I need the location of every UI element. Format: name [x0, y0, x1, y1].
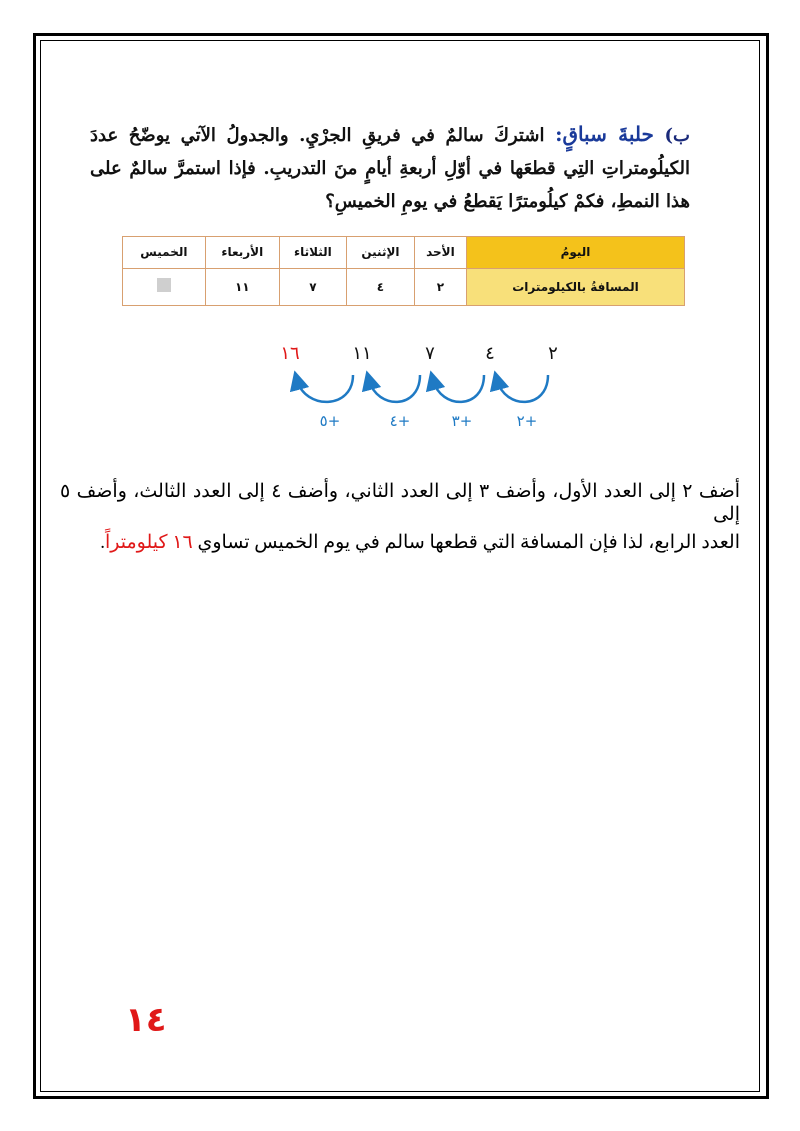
question-label: ب) [664, 125, 690, 146]
answer-period: . [100, 532, 105, 553]
distance-cell: ٤ [347, 268, 415, 305]
day-cell: الأحد [414, 237, 466, 269]
day-cell: الثلاثاء [279, 237, 346, 269]
distance-cell: ١١ [205, 268, 279, 305]
increment-label: ٥+ [319, 412, 341, 430]
arrow-icon [433, 375, 484, 402]
distance-cell: ٢ [414, 268, 466, 305]
arrow-arcs [0, 0, 800, 450]
arrow-icon [497, 375, 548, 402]
answer-line-1: أضف ٢ إلى العدد الأول، وأضف ٣ إلى العدد الثاني، وأضف ٤ إلى العدد الثالث، وأضف ٥ إلى [60, 481, 740, 525]
header-distance: المسافةُ بالكيلومترات [467, 268, 685, 305]
question-text: اشتركَ سالمٌ في فريقِ الجرْيِ. والجدولُ الآتي يوضّحُ عددَ الكيلُومتراتِ التِي قطعَها في أوّلِ أربعةِ أيامٍ منَ التدريبِ. فإذا استمرَّ سالمٌ على هذا النمطِ، فكمْ كيلُومترًا يَقطعُ في يومِ الخميسِ؟ [90, 125, 690, 212]
day-cell: الإثنين [347, 237, 415, 269]
day-cell: الأربعاء [205, 237, 279, 269]
answer-highlight: ١٦ كيلومتراً [105, 532, 193, 553]
pattern-number: ٢ [548, 343, 558, 364]
arrow-icon [297, 375, 353, 402]
pattern-number-answer: ١٦ [280, 343, 300, 364]
pattern-number: ١١ [352, 343, 372, 364]
increment-label: ٢+ [516, 412, 538, 430]
answer-line-2 [60, 531, 740, 554]
question-title: حلبةَ سباقٍ: [555, 122, 654, 146]
pattern-number: ٧ [425, 343, 435, 364]
day-cell: الخميس [123, 237, 206, 269]
increment-label: ٣+ [451, 412, 473, 430]
header-day: اليومُ [467, 237, 685, 269]
answer-text: العدد الرابع، لذا فإن المسافة التي قطعها سالم في يوم الخميس تساوي [192, 532, 740, 553]
arrow-icon [369, 375, 420, 402]
increment-label: ٤+ [389, 412, 411, 430]
page-number: ١٤ [125, 1000, 167, 1040]
pattern-number: ٤ [485, 343, 495, 364]
distance-cell: ٧ [279, 268, 346, 305]
